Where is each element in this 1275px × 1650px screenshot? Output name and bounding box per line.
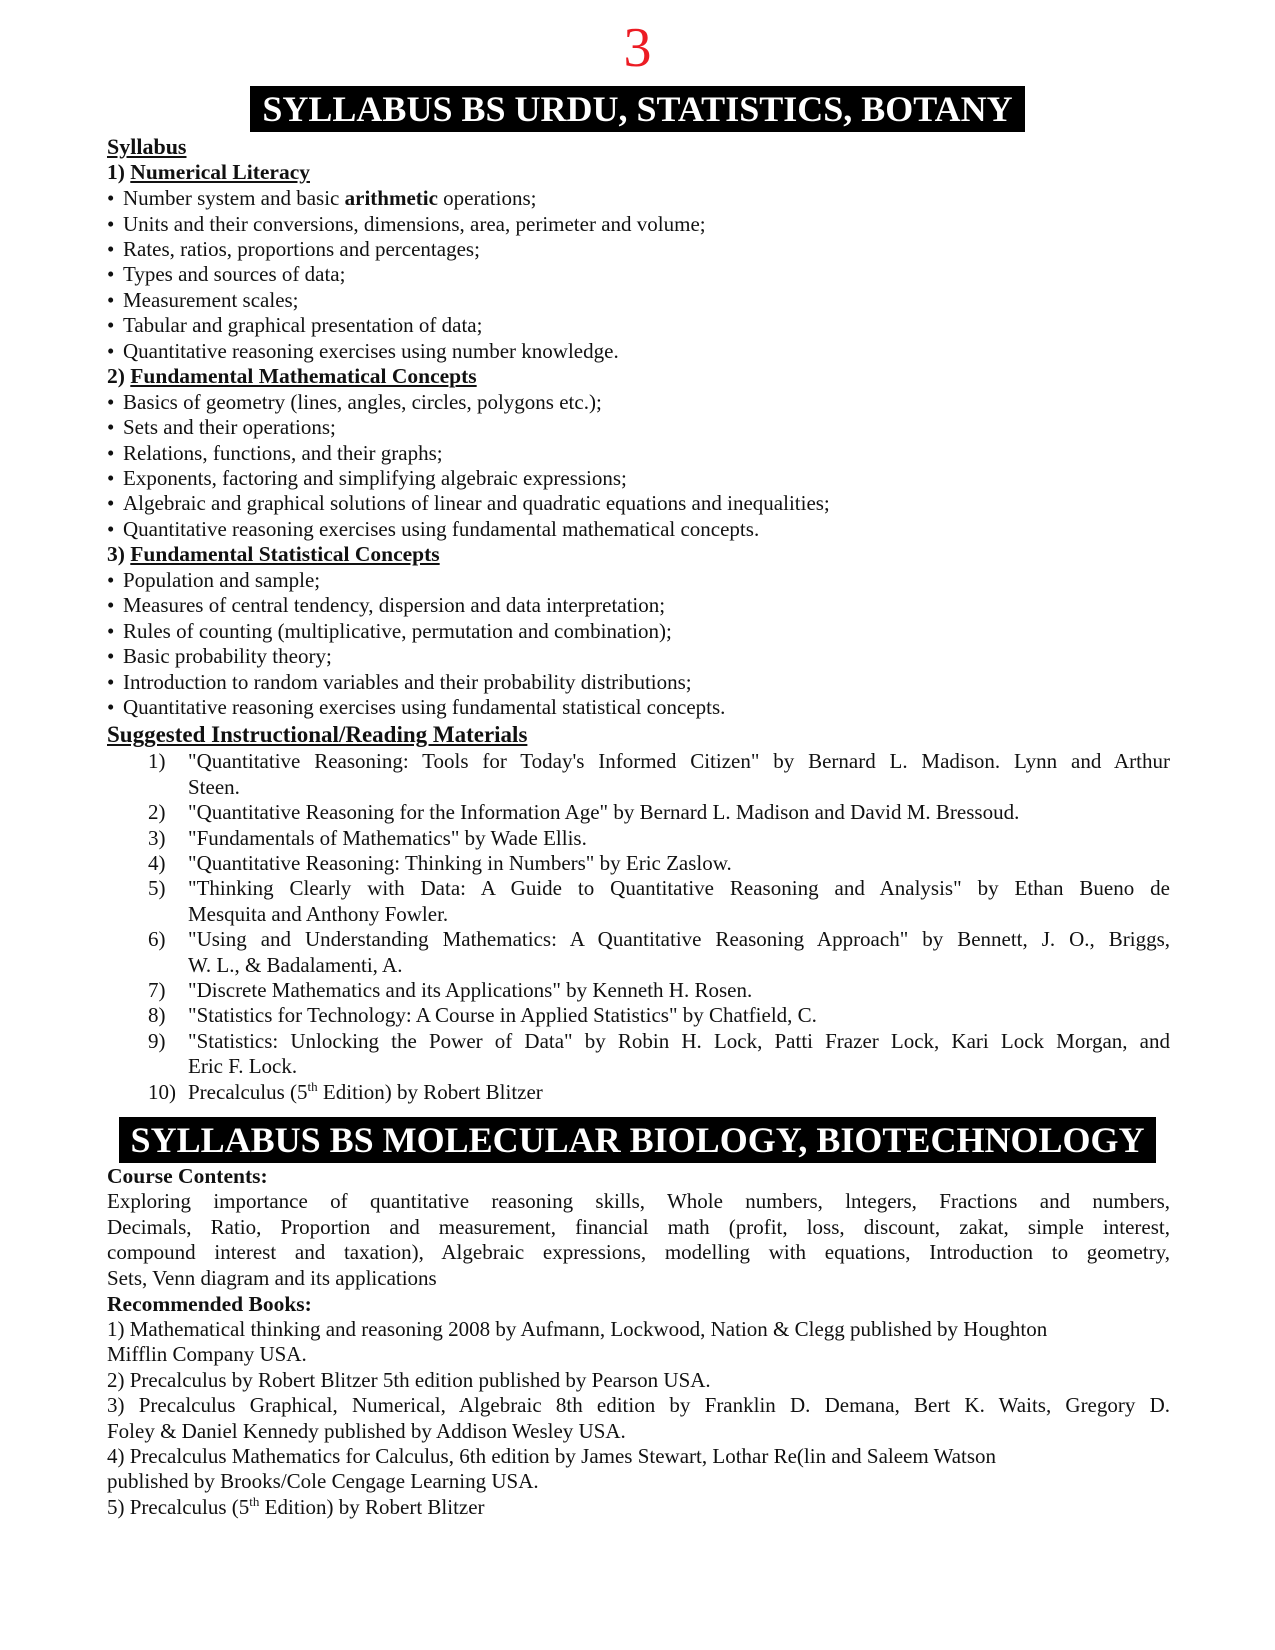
superscript-ordinal: th bbox=[307, 1078, 318, 1094]
section-title: Fundamental Mathematical Concepts bbox=[130, 363, 477, 388]
paragraph-line: Exploring importance of quantitative reasoning skills, Whole numbers, lntegers, Fractions and numbers, bbox=[107, 1189, 1170, 1214]
list-item-text bbox=[188, 826, 1170, 851]
list-item-text bbox=[188, 876, 1170, 927]
bullet-icon: • bbox=[107, 593, 115, 618]
book-item bbox=[107, 1393, 1170, 1444]
page-number: 3 bbox=[623, 17, 652, 79]
bullet-icon: • bbox=[107, 669, 115, 694]
reading-list-item bbox=[107, 927, 1170, 978]
syllabus-heading: Syllabus bbox=[107, 134, 187, 160]
list-item-text bbox=[188, 851, 1170, 876]
bullet-item: • Rules of counting (multiplicative, permutation and combination); bbox=[107, 618, 672, 643]
bullet-item: • Basics of geometry (lines, angles, circles, polygons etc.); bbox=[107, 389, 602, 414]
bullet-item: • Relations, functions, and their graphs; bbox=[107, 440, 443, 465]
book-item bbox=[107, 1317, 1170, 1368]
list-item-number: 1) bbox=[148, 749, 166, 774]
document-body-lower bbox=[0, 1163, 1275, 1520]
reading-materials-heading: Suggested Instructional/Reading Materials bbox=[107, 722, 528, 748]
paragraph-line: Decimals, Ratio, Proportion and measurement, financial math (profit, loss, discount, zakat, simple interest, bbox=[107, 1214, 1170, 1239]
section-title: Fundamental Statistical Concepts bbox=[130, 542, 440, 567]
list-item-line: "Statistics: Unlocking the Power of Data" by Robin H. Lock, Patti Frazer Lock, Kari Lock Morgan, and bbox=[188, 1028, 1170, 1053]
paragraph-line: Sets, Venn diagram and its applications bbox=[107, 1265, 437, 1290]
paragraph-line: compound interest and taxation), Algebraic expressions, modelling with equations, Introduction to geometry, bbox=[107, 1240, 1170, 1265]
bullet-item: • Quantitative reasoning exercises using number knowledge. bbox=[107, 338, 619, 363]
bullet-item: • Quantitative reasoning exercises using fundamental statistical concepts. bbox=[107, 695, 726, 720]
bullet-icon: • bbox=[107, 338, 115, 363]
bullet-item: • Rates, ratios, proportions and percentages; bbox=[107, 236, 480, 261]
list-item-line: "Quantitative Reasoning: Tools for Today's Informed Citizen" by Bernard L. Madison. Lynn and Arthur bbox=[188, 749, 1170, 774]
bullet-item: • Exponents, factoring and simplifying algebraic expressions; bbox=[107, 465, 627, 490]
course-contents-heading: Course Contents: bbox=[107, 1164, 268, 1189]
list-item-line: Eric F. Lock. bbox=[188, 1054, 298, 1079]
section-heading: 1) Numerical Literacy bbox=[107, 160, 310, 185]
list-item-line: W. L., & Badalamenti, A. bbox=[188, 952, 403, 977]
bullet-item: • Population and sample; bbox=[107, 567, 321, 592]
list-item-line: "Discrete Mathematics and its Applications" by Kenneth H. Rosen. bbox=[188, 978, 753, 1003]
bullet-icon: • bbox=[107, 440, 115, 465]
book-line: Mifflin Company USA. bbox=[107, 1342, 307, 1367]
bullet-icon: • bbox=[107, 415, 115, 440]
bullet-item: • Algebraic and graphical solutions of linear and quadratic equations and inequalities; bbox=[107, 491, 830, 516]
bullet-icon: • bbox=[107, 465, 115, 490]
bullet-icon: • bbox=[107, 491, 115, 516]
list-item-line: Mesquita and Anthony Fowler. bbox=[188, 901, 449, 926]
list-item-number: 2) bbox=[148, 800, 166, 825]
book-line: published by Brooks/Cole Cengage Learning USA. bbox=[107, 1469, 539, 1494]
sections bbox=[107, 160, 1170, 720]
book-line: Foley & Daniel Kennedy published by Addison Wesley USA. bbox=[107, 1418, 626, 1443]
book-line: 2) Precalculus by Robert Blitzer 5th edition published by Pearson USA. bbox=[107, 1367, 711, 1392]
reading-list-item bbox=[107, 826, 1170, 851]
course-contents-paragraph bbox=[107, 1189, 1170, 1291]
bullet-icon: • bbox=[107, 186, 115, 211]
list-item-line: "Quantitative Reasoning: Thinking in Numbers" by Eric Zaslow. bbox=[188, 851, 732, 876]
bullet-icon: • bbox=[107, 211, 115, 236]
bullet-item: • Introduction to random variables and their probability distributions; bbox=[107, 669, 692, 694]
bullet-icon: • bbox=[107, 287, 115, 312]
reading-list-item bbox=[107, 978, 1170, 1003]
bullet-item: • Types and sources of data; bbox=[107, 262, 346, 287]
book-item: 5) Precalculus (5th Edition) by Robert Blitzer bbox=[107, 1493, 485, 1519]
list-item-text bbox=[188, 1003, 1170, 1028]
list-item-number: 7) bbox=[148, 978, 166, 1003]
recommended-books-list bbox=[107, 1317, 1170, 1520]
list-item-text bbox=[188, 800, 1170, 825]
list-item-line: "Using and Understanding Mathematics: A Quantitative Reasoning Approach" by Bennett, J. O., Briggs, bbox=[188, 927, 1170, 952]
bullet-item: • Sets and their operations; bbox=[107, 415, 336, 440]
section-heading: 2) Fundamental Mathematical Concepts bbox=[107, 363, 477, 388]
bullet-icon: • bbox=[107, 236, 115, 261]
reading-list-item bbox=[107, 851, 1170, 876]
bullet-icon: • bbox=[107, 262, 115, 287]
bullet-item: • Quantitative reasoning exercises using fundamental mathematical concepts. bbox=[107, 516, 760, 541]
book-item bbox=[107, 1368, 1170, 1393]
syllabus-banner-urdu-statistics-botany: SYLLABUS BS URDU, STATISTICS, BOTANY bbox=[250, 86, 1024, 132]
reading-list-item bbox=[107, 1029, 1170, 1080]
reading-list-item bbox=[107, 800, 1170, 825]
list-item-text bbox=[188, 749, 1170, 800]
list-item-line: Steen. bbox=[188, 774, 240, 799]
bullet-icon: • bbox=[107, 644, 115, 669]
list-item-text bbox=[188, 927, 1170, 978]
bullet-icon: • bbox=[107, 389, 115, 414]
list-item-line: "Quantitative Reasoning for the Information Age" by Bernard L. Madison and David M. Bressoud. bbox=[188, 800, 1020, 825]
bullet-icon: • bbox=[107, 516, 115, 541]
list-item-number: 9) bbox=[148, 1028, 166, 1053]
document-body bbox=[0, 134, 1275, 1105]
reading-list-item bbox=[107, 876, 1170, 927]
bullet-item: • Units and their conversions, dimensions, area, perimeter and volume; bbox=[107, 211, 706, 236]
reading-list-item bbox=[107, 749, 1170, 800]
book-item bbox=[107, 1444, 1170, 1495]
list-item-line: "Statistics for Technology: A Course in Applied Statistics" by Chatfield, C. bbox=[188, 1003, 817, 1028]
bullet-item: • Number system and basic arithmetic operations; bbox=[107, 186, 537, 211]
book-line: 1) Mathematical thinking and reasoning 2008 by Aufmann, Lockwood, Nation & Clegg published by Houghton bbox=[107, 1317, 1048, 1342]
list-item-line: "Fundamentals of Mathematics" by Wade Ellis. bbox=[188, 825, 587, 850]
book-line: 3) Precalculus Graphical, Numerical, Algebraic 8th edition by Franklin D. Demana, Bert K. Waits, Gregory D. bbox=[107, 1393, 1170, 1418]
list-item-line: "Thinking Clearly with Data: A Guide to Quantitative Reasoning and Analysis" by Ethan Bueno de bbox=[188, 876, 1170, 901]
superscript-ordinal: th bbox=[249, 1493, 260, 1509]
list-item-text: Precalculus (5th Edition) by Robert Blitzer bbox=[188, 1078, 543, 1104]
list-item-number: 3) bbox=[148, 825, 166, 850]
bullet-item: • Tabular and graphical presentation of data; bbox=[107, 313, 483, 338]
book-line: 4) Precalculus Mathematics for Calculus, 6th edition by James Stewart, Lothar Re(lin and Saleem Watson bbox=[107, 1444, 997, 1469]
bullet-item: • Basic probability theory; bbox=[107, 644, 332, 669]
recommended-books-heading: Recommended Books: bbox=[107, 1292, 312, 1317]
list-item-number: 5) bbox=[148, 876, 166, 901]
list-item-number: 8) bbox=[148, 1003, 166, 1028]
list-item-number: 6) bbox=[148, 927, 166, 952]
section-title: Numerical Literacy bbox=[130, 160, 310, 185]
list-item-number: 4) bbox=[148, 851, 166, 876]
bullet-icon: • bbox=[107, 313, 115, 338]
bullet-item: • Measures of central tendency, dispersion and data interpretation; bbox=[107, 593, 666, 618]
syllabus-banner-molecular-biology-biotechnology: SYLLABUS BS MOLECULAR BIOLOGY, BIOTECHNOLOGY bbox=[119, 1117, 1157, 1163]
bullet-item: • Measurement scales; bbox=[107, 287, 299, 312]
bullet-icon: • bbox=[107, 618, 115, 643]
list-item-text bbox=[188, 978, 1170, 1003]
bullet-icon: • bbox=[107, 695, 115, 720]
reading-list-item bbox=[107, 1080, 1170, 1105]
list-item-text bbox=[188, 1029, 1170, 1080]
list-item-number: 10) bbox=[148, 1079, 176, 1104]
reading-materials-list bbox=[107, 749, 1170, 1105]
section-heading: 3) Fundamental Statistical Concepts bbox=[107, 542, 440, 567]
bullet-icon: • bbox=[107, 567, 115, 592]
reading-list-item bbox=[107, 1003, 1170, 1028]
